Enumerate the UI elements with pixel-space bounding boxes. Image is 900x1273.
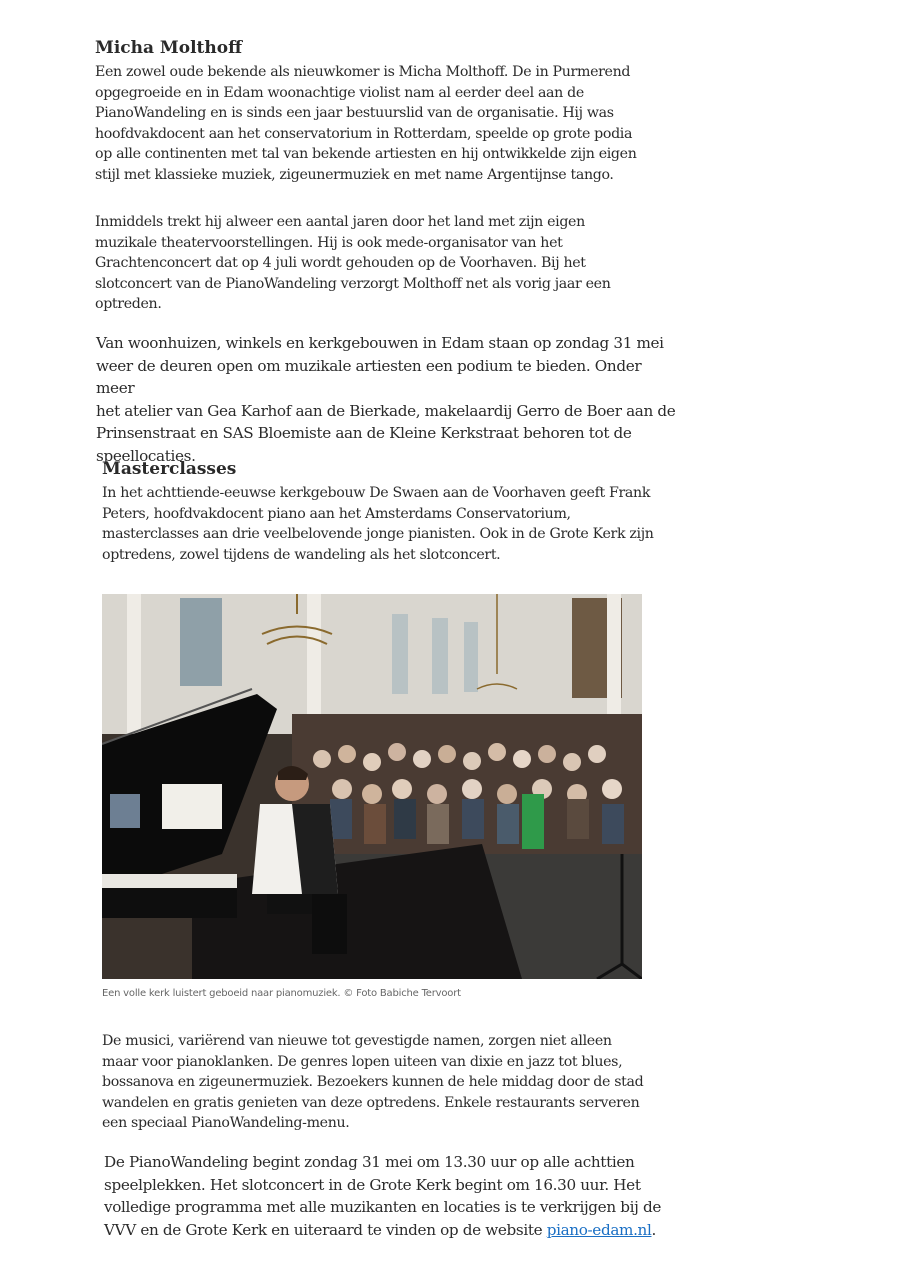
paragraph-programme [104, 1151, 684, 1241]
stained-window [180, 598, 222, 686]
church-concert-illustration [102, 594, 642, 979]
window [392, 614, 408, 694]
text-line: De musici, variërend van nieuwe tot gevestigde namen, zorgen niet alleen [102, 1033, 612, 1049]
paragraph-theatre [95, 212, 655, 315]
section-masterclasses [102, 459, 662, 565]
text-line: een speciaal PianoWandeling-menu. [102, 1115, 350, 1131]
paragraph-musicians [102, 1031, 662, 1134]
text-line: op alle continenten met tal van bekende artiesten en hij ontwikkelde zijn eigen [95, 146, 637, 162]
text-line: masterclasses aan drie veelbelovende jonge pianisten. Ook in de Grote Kerk zijn [102, 526, 654, 542]
text-line: muzikale theatervoorstellingen. Hij is ook mede-organisator van het [95, 234, 563, 251]
text-line: volledige programma met alle muzikanten en locaties is te verkrijgen bij de [104, 1198, 661, 1216]
text-line: bossanova en zigeunermuziek. Bezoekers kunnen de hele middag door de stad [102, 1074, 644, 1090]
text-line: PianoWandeling en is sinds een jaar bestuurslid van de organisatie. Hij was [95, 105, 614, 121]
window [464, 622, 478, 692]
text-line: stijl met klassieke muziek, zigeunermuziek en met name Argentijnse tango. [95, 166, 614, 183]
text-line: Grachtenconcert dat op 4 juli wordt gehouden op de Voorhaven. Bij het [95, 255, 586, 271]
text-segment: VVV en de Grote Kerk en uiteraard te vinden op de website [104, 1220, 547, 1239]
text-line: hoofdvakdocent aan het conservatorium in Rotterdam, speelde op grote podia [95, 125, 633, 142]
text-line: Prinsenstraat en SAS Bloemiste aan de Kleine Kerkstraat behoren tot de [96, 424, 632, 442]
text-line: Een zowel oude bekende als nieuwkomer is Micha Molthoff. De in Purmerend [95, 64, 631, 80]
text-line-with-link [104, 1219, 684, 1242]
pillar [127, 594, 141, 734]
paragraph-locations [96, 332, 676, 467]
text-line: optreden. [95, 296, 162, 312]
heading-masterclasses: Masterclasses [102, 459, 237, 479]
text-line: speellocaties. [96, 446, 196, 465]
window [432, 618, 448, 694]
text-line: wandelen en gratis genieten van deze optredens. Enkele restaurants serveren [102, 1094, 640, 1111]
paragraph-masterclasses [102, 483, 662, 565]
text-line: opgegroeide en in Edam woonachtige violist nam al eerder deel aan de [95, 84, 584, 101]
heading-micha-molthoff: Micha Molthoff [95, 38, 243, 58]
concert-photo [102, 594, 642, 979]
text-line: slotconcert van de PianoWandeling verzorgt Molthoff net als vorig jaar een [95, 275, 611, 292]
photo-caption: Een volle kerk luistert geboeid naar pianomuziek. © Foto Babiche Tervoort [102, 988, 461, 999]
text-line: Inmiddels trekt hij alweer een aantal jaren door het land met zijn eigen [95, 214, 585, 230]
text-line: optredens, zowel tijdens de wandeling als het slotconcert. [102, 546, 501, 563]
text-line: De PianoWandeling begint zondag 31 mei om 13.30 uur op alle achttien [104, 1153, 635, 1171]
paragraph-micha-bio [95, 62, 655, 185]
text-line: speelplekken. Het slotconcert in de Grote Kerk begint om 16.30 uur. Het [104, 1175, 641, 1194]
text-line: Van woonhuizen, winkels en kerkgebouwen in Edam staan op zondag 31 mei [96, 334, 664, 352]
section-micha-molthoff [95, 38, 655, 185]
text-segment: . [651, 1220, 656, 1239]
text-line: Peters, hoofdvakdocent piano aan het Amsterdams Conservatorium, [102, 505, 571, 522]
text-line: maar voor pianoklanken. De genres lopen uiteen van dixie en jazz tot blues, [102, 1053, 623, 1070]
text-line: weer de deuren open om muzikale artiesten een podium te bieden. Onder meer [96, 356, 642, 397]
text-line: In het achttiende-eeuwse kerkgebouw De Swaen aan de Voorhaven geeft Frank [102, 485, 651, 501]
website-link[interactable]: piano-edam.nl [546, 1220, 652, 1239]
text-line: het atelier van Gea Karhof aan de Bierkade, makelaardij Gerro de Boer aan de [96, 401, 676, 420]
